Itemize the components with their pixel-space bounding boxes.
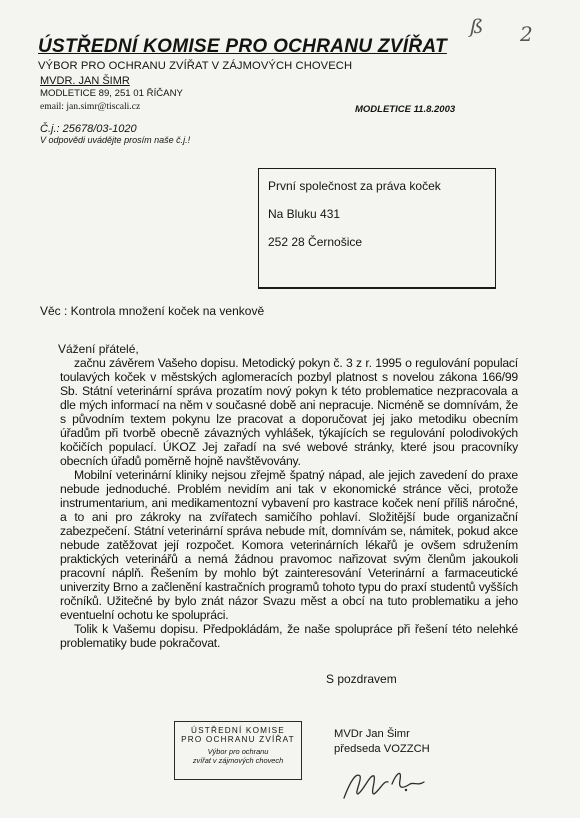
body-paragraph: začnu závěrem Vašeho dopisu. Metodický pokyn č. 3 z r. 1995 o regulování populací toulavých koček v městských aglomeracích pozbyl platnost s novelou zákona 166/99 Sb. Státní veterinární správa prozatím nový pokyn k této problematice nezpracovala a dle mých informací na něm v současné době ani nepracuje. Nicméně se domnívám, že s původním textem pokynu lze pracovat a doporučovat jej jako metodiku obecním úřadům při tvorbě obecně závazných vyhlášek, týkajících se regulování polodivokých kočičích populací. ÚKOZ Jej zařadí na své webové stránky, které jsou pracovníky obecních úřadů poměrně hojně navštěvovány. [60, 356, 518, 468]
letter-date: MODLETICE 11.8.2003 [355, 104, 456, 115]
stamp-line: Výbor pro ochranu [207, 747, 269, 756]
body-paragraph: Tolik k Vašemu dopisu. Předpokládám, že naše spolupráce při řešení této nelehké problematiky bude pokračovat. [60, 622, 518, 650]
letterhead-address: MODLETICE 89, 251 01 ŘÍČANY [40, 88, 183, 99]
stamp-line: zvířat v zájmových chovech [192, 756, 284, 765]
body-paragraph: Mobilní veterinární kliniky nejsou zřejmě špatný nápad, ale jejich zavedení do praxe nebude jednoduché. Problém nevidím ani tak v ekonomické stránce věci, protože instrumentarium, ani medikamentozní vybavení pro kastrace koček není příliš náročné, a to ani pro zákroky na zvířatech samičího pohlaví. Složitější bude organizační zabezpečení. Státní veterinární správa nebude mít, domnívám se, námitek, pokud akce nebude zatěžovat její rozpočet. Komora veterinárních lékařů je ovšem sdružením praktických veterinářů a nemá žádnou pravomoc nařizovat svým členům jakoukoli pracovní náplň. Řešením by mohlo být zainteresování Veterinární a farmaceutické univerzity Brno a začlenění kastračních programů tohoto typu do praxí studentů vyšších ročníků. Užitečné by bylo znát názor Svazu měst a obcí na tuto problematiku a jeho eventuelní ochotu ke spolupráci. [60, 468, 518, 622]
salutation: Vážení přátelé, [58, 342, 139, 356]
letter-body [60, 356, 518, 650]
letterhead-author: MVDR. JAN ŠIMR [40, 75, 130, 87]
reference-number: Č.j.: 25678/03-1020 [40, 123, 137, 135]
letterhead-title: ÚSTŘEDNÍ KOMISE PRO OCHRANU ZVÍŘAT [38, 36, 447, 57]
recipient-city: 252 28 Černošice [268, 235, 363, 249]
recipient-name: První společnost za práva koček [268, 179, 441, 193]
handwritten-mark: ß [470, 14, 484, 38]
letter-subject: Věc : Kontrola množení koček na venkově [40, 304, 265, 318]
letterhead-email: email: jan.simr@tiscali.cz [40, 101, 141, 112]
official-stamp [174, 721, 302, 780]
stamp-line: PRO OCHRANU ZVÍŘAT [181, 735, 295, 744]
handwritten-page-number: 2 [520, 22, 533, 46]
signer-role: předseda VOZZCH [334, 743, 430, 755]
handwritten-signature [340, 760, 430, 805]
recipient-address-box [258, 168, 496, 289]
reference-note: V odpovědi uvádějte prosím naše č.j.! [40, 135, 191, 145]
signer-name: MVDr Jan Šimr [334, 728, 410, 740]
letterhead-subtitle: VÝBOR PRO OCHRANU ZVÍŘAT V ZÁJMOVÝCH CHOVECH [38, 60, 353, 72]
closing: S pozdravem [326, 672, 397, 686]
recipient-street: Na Bluku 431 [268, 207, 341, 221]
stamp-line: ÚSTŘEDNÍ KOMISE [191, 726, 285, 735]
